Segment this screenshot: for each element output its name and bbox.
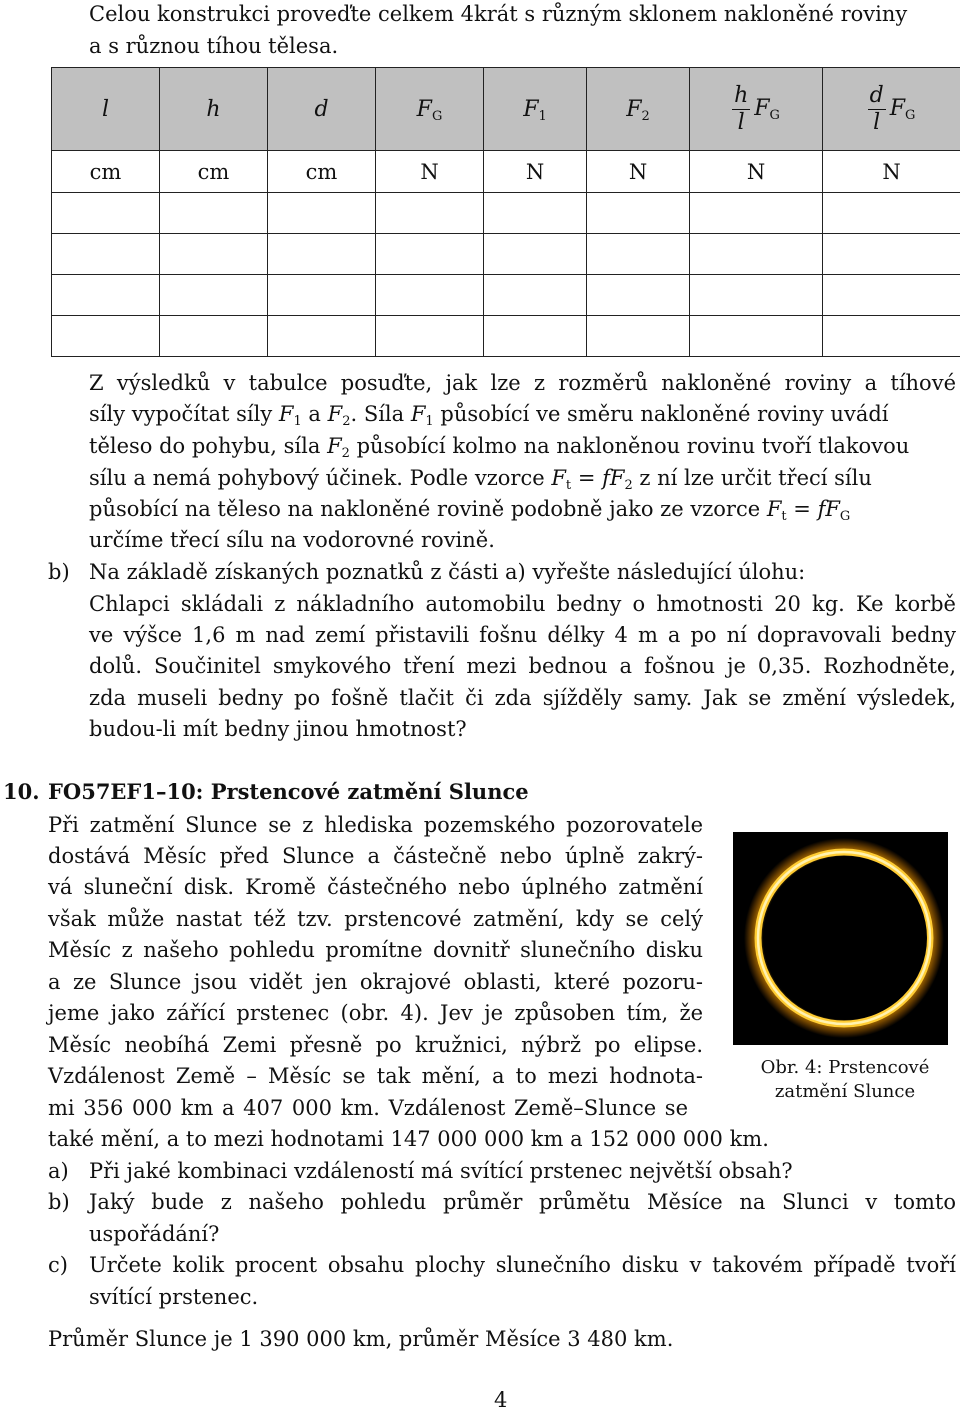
table-row: [52, 275, 960, 316]
section-line-11: také mění, a to mezi hodnotami 147 000 000 km a 152 000 000 km.: [48, 1129, 769, 1150]
section-line-4: však může nastat též tzv. prstencové zatmění, kdy se celý: [48, 909, 703, 930]
table-row: [52, 193, 960, 234]
part-b-line-5: zda museli bedny po fošně tlačit či zda sjížděly samy. Jak se změní výsledek,: [89, 688, 956, 709]
question-b-text-2: uspořádání?: [89, 1224, 219, 1245]
section-title: FO57EF1–10: Prstencové zatmění Slunce: [48, 781, 529, 802]
col-header-h: h: [160, 68, 268, 151]
col-header-d: d: [268, 68, 376, 151]
part-b-marker: b): [48, 562, 70, 583]
unit-cell: cm: [52, 151, 160, 193]
col-header-f1: $F_1$: [484, 68, 587, 151]
question-b-text-1: Jaký bude z našeho pohledu průměr průmětu Měsíce na Slunci v tomto: [89, 1192, 956, 1213]
part-b-line-2: Chlapci skládali z nákladního automobilu bedny o hmotnosti 20 kg. Ke korbě: [89, 594, 956, 615]
para-a-line-6: určíme třecí sílu na vodorovné rovině.: [89, 530, 495, 551]
unit-cell: cm: [268, 151, 376, 193]
question-a-marker: a): [48, 1161, 69, 1182]
unit-cell: N: [484, 151, 587, 193]
question-c-text-1: Určete kolik procent obsahu plochy slunečního disku v takovém případě tvoří: [89, 1255, 956, 1276]
page-number: 4: [494, 1390, 507, 1411]
intro-line-1: Celou konstrukci proveďte celkem 4krát s různým sklonem nakloněné roviny: [89, 4, 907, 25]
section-line-5: Měsíc z našeho pohledu promítne dovnitř slunečního disku: [48, 940, 703, 961]
unit-cell: N: [690, 151, 823, 193]
intro-line-2: a s různou tíhou tělesa.: [89, 36, 338, 57]
col-header-d-over-l-fg: $\frac{d}{l}$ $F_G$: [823, 68, 960, 151]
para-a-line-1: Z výsledků v tabulce posuďte, jak lze z rozměrů nakloněné roviny a tíhové: [89, 373, 956, 394]
question-a-text: Při jaké kombinaci vzdáleností má svítící prstenec největší obsah?: [89, 1161, 793, 1182]
table-row: [52, 316, 960, 357]
section-line-3: vá sluneční disk. Kromě částečného nebo úplného zatmění: [48, 877, 703, 898]
section-line-10: mi 356 000 km a 407 000 km. Vzdálenost Země–Slunce se: [48, 1098, 688, 1119]
table-units-row: [52, 151, 960, 193]
question-c-text-2: svítící prstenec.: [89, 1287, 258, 1308]
section-line-9: Vzdálenost Země – Měsíc se tak mění, a to mezi hodnota-: [48, 1066, 703, 1087]
section-number: 10.: [3, 781, 40, 802]
part-b-line-3: ve výšce 1,6 m nad zemí přistavili fošnu délky 4 m a po ní dopravovali bedny: [89, 625, 956, 646]
col-header-fg: $F_G$: [376, 68, 484, 151]
section-line-1: Při zatmění Slunce se z hlediska pozemského pozorovatele: [48, 815, 703, 836]
para-a-line-4: sílu a nemá pohybový účinek. Podle vzorce $F_t = fF_2$ z ní lze určit třecí sílu: [89, 468, 872, 489]
section-line-7: jeme jako zářící prstenec (obr. 4). Jev je způsoben tím, že: [48, 1003, 703, 1024]
col-header-h-over-l-fg: $\frac{h}{l}$ $F_G$: [690, 68, 823, 151]
part-b-line-1: Na základě získaných poznatků z části a) vyřešte následující úlohu:: [89, 562, 805, 583]
question-b-marker: b): [48, 1192, 70, 1213]
annular-eclipse-image: [733, 832, 948, 1045]
table-row: [52, 234, 960, 275]
unit-cell: N: [587, 151, 690, 193]
unit-cell: N: [376, 151, 484, 193]
unit-cell: cm: [160, 151, 268, 193]
section-line-6: a ze Slunce jsou vidět jen okrajové oblasti, které pozoru-: [48, 972, 703, 993]
section-line-2: dostává Měsíc před Slunce a částečně nebo úplně zakrý-: [48, 846, 703, 867]
col-header-l: l: [52, 68, 160, 151]
unit-cell: N: [823, 151, 960, 193]
closing-line: Průměr Slunce je 1 390 000 km, průměr Měsíce 3 480 km.: [48, 1329, 673, 1350]
section-line-8: Měsíc neobíhá Zemi přesně po kružnici, nýbrž po elipse.: [48, 1035, 703, 1056]
part-b-line-4: dolů. Součinitel smykového tření mezi bednou a fošnou je 0,35. Rozhodněte,: [89, 656, 956, 677]
col-header-f2: $F_2$: [587, 68, 690, 151]
part-b-line-6: budou-li mít bedny jinou hmotnost?: [89, 719, 467, 740]
figure-caption: Obr. 4: Prstencové zatmění Slunce: [740, 1056, 950, 1104]
para-a-line-2: síly vypočítat síly $F_1$ a $F_2$. Síla $F_1$ působící ve směru nakloněné roviny uvádí: [89, 404, 889, 425]
para-a-line-3: těleso do pohybu, síla $F_2$ působící kolmo na nakloněnou rovinu tvoří tlakovou: [89, 436, 909, 457]
table-header-row: [52, 68, 960, 151]
para-a-line-5: působící na těleso na nakloněné rovině podobně jako ze vzorce $F_t = fF_G$: [89, 499, 850, 520]
question-c-marker: c): [48, 1255, 68, 1276]
measurement-table: [51, 67, 960, 357]
